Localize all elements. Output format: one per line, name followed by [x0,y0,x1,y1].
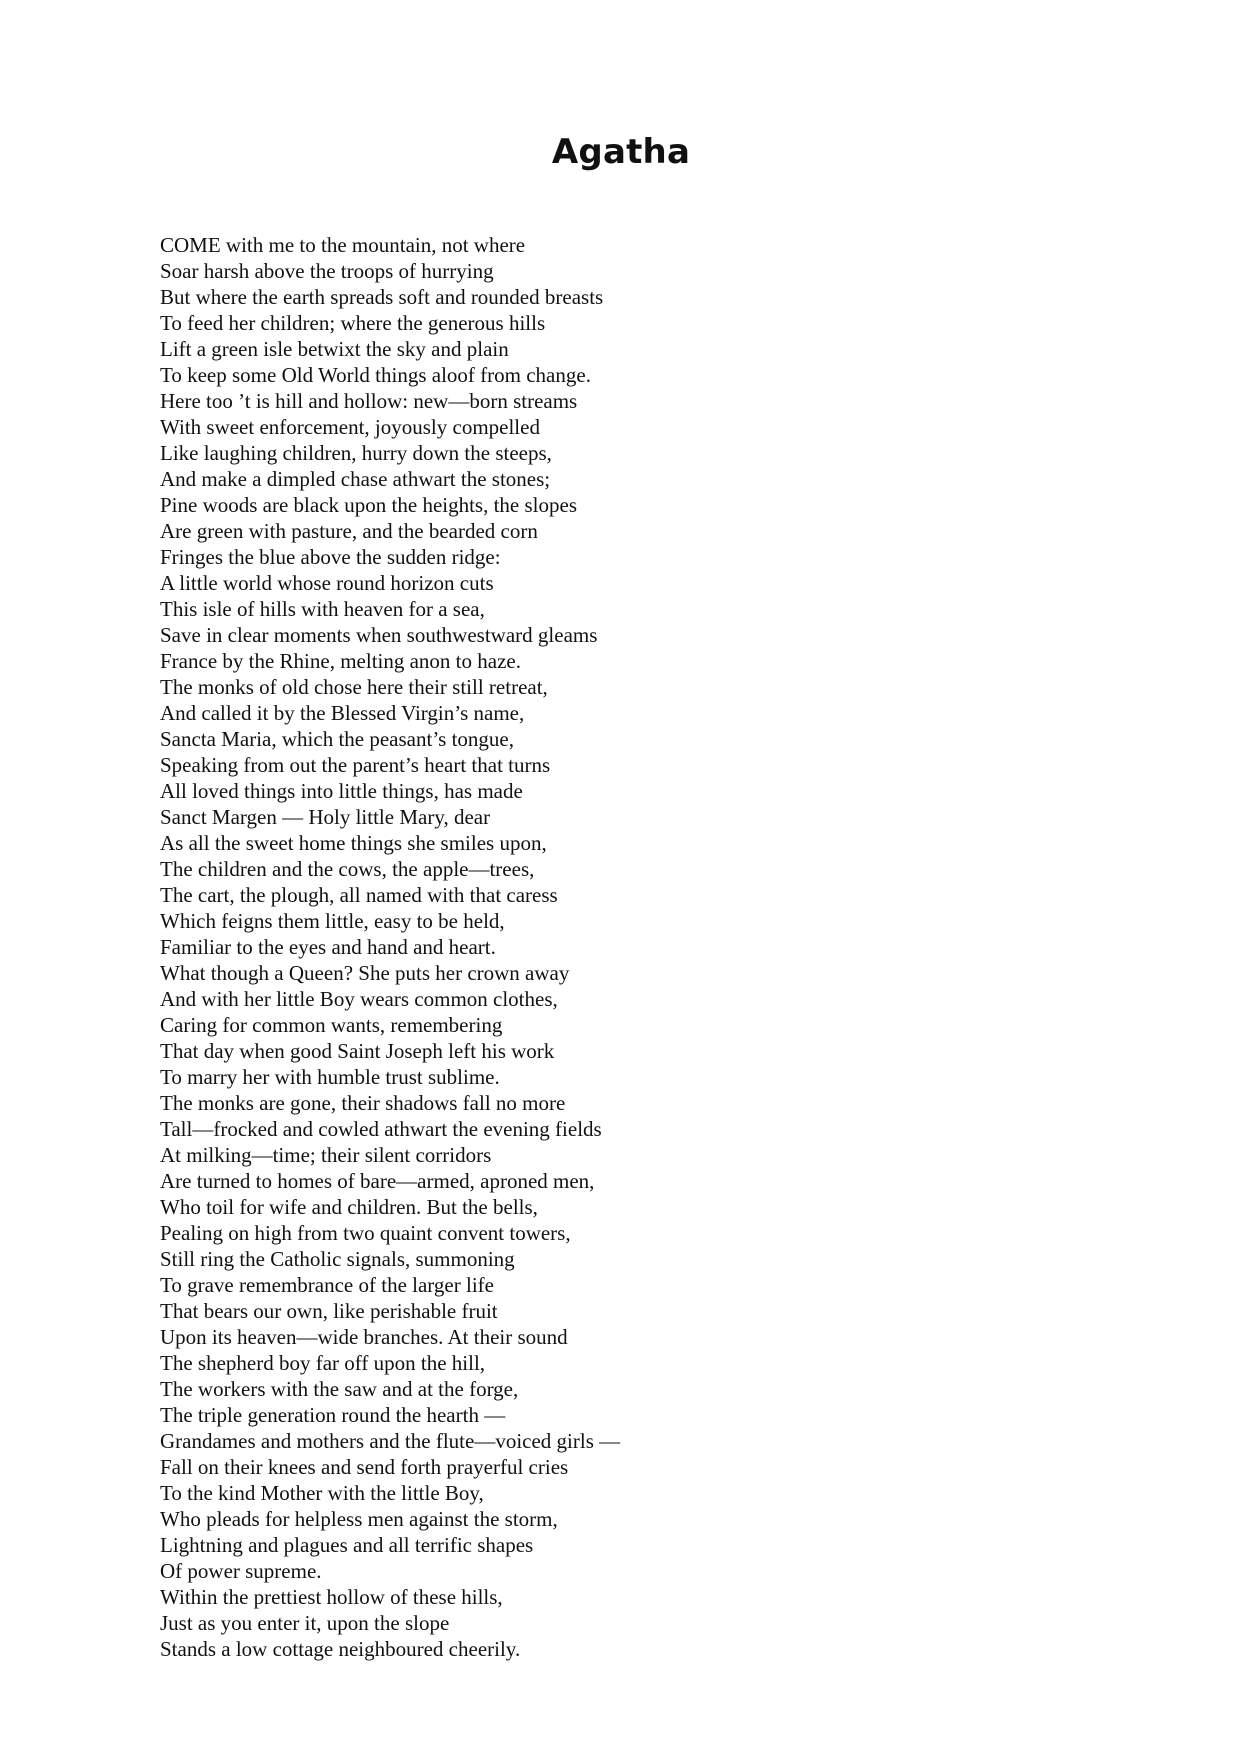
poem-line: Are turned to homes of bare—armed, aproned men, [160,1169,595,1193]
poem-line: Stands a low cottage neighboured cheerily. [160,1637,521,1661]
poem-line: Speaking from out the parent’s heart that turns [160,753,551,777]
poem-line: Are green with pasture, and the bearded corn [160,519,538,543]
poem-line: To grave remembrance of the larger life [160,1273,494,1297]
poem-line: Lift a green isle betwixt the sky and plain [160,337,509,361]
poem-line: The children and the cows, the apple—trees, [160,857,535,881]
poem-line: Fringes the blue above the sudden ridge: [160,545,501,569]
poem-line: This isle of hills with heaven for a sea, [160,597,485,621]
poem-line: A little world whose round horizon cuts [160,571,494,595]
poem-line: Tall—frocked and cowled athwart the evening fields [160,1117,602,1141]
poem-line: Which feigns them little, easy to be held, [160,909,505,933]
poem-line: And called it by the Blessed Virgin’s name, [160,701,525,725]
poem-line: Grandames and mothers and the flute—voiced girls — [160,1429,621,1453]
poem-line: And make a dimpled chase athwart the stones; [160,467,551,491]
poem-line: With sweet enforcement, joyously compelled [160,415,540,439]
poem-line: Caring for common wants, remembering [160,1013,503,1037]
poem-line: The cart, the plough, all named with that caress [160,883,558,907]
poem-line: Within the prettiest hollow of these hills, [160,1585,503,1609]
poem-line: The triple generation round the hearth — [160,1403,506,1427]
poem-line: Soar harsh above the troops of hurrying [160,259,494,283]
poem-line: To keep some Old World things aloof from change. [160,363,591,387]
poem-line: What though a Queen? She puts her crown away [160,961,570,985]
poem-line: Sancta Maria, which the peasant’s tongue, [160,727,514,751]
poem-line: Like laughing children, hurry down the steeps, [160,441,552,465]
poem-line: Just as you enter it, upon the slope [160,1611,450,1635]
poem-line: Sanct Margen — Holy little Mary, dear [160,805,491,829]
poem-line: Familiar to the eyes and hand and heart. [160,935,496,959]
poem-line: That day when good Saint Joseph left his work [160,1039,555,1063]
poem-line: France by the Rhine, melting anon to haze. [160,649,521,673]
poem-line: The shepherd boy far off upon the hill, [160,1351,486,1375]
poem-line: Still ring the Catholic signals, summoning [160,1247,515,1271]
poem-line: To the kind Mother with the little Boy, [160,1481,484,1505]
poem-line: That bears our own, like perishable fruit [160,1299,498,1323]
poem-line: The monks of old chose here their still retreat, [160,675,548,699]
poem-line: Lightning and plagues and all terrific shapes [160,1533,534,1557]
poem-line: COME with me to the mountain, not where [160,233,526,257]
poem-line: All loved things into little things, has made [160,779,523,803]
poem-title: Agatha [551,132,691,172]
poem-line: As all the sweet home things she smiles upon, [160,831,547,855]
poem-line: Who pleads for helpless men against the storm, [160,1507,558,1531]
poem-line: The monks are gone, their shadows fall no more [160,1091,566,1115]
poem-line: To marry her with humble trust sublime. [160,1065,500,1089]
poem-line: Save in clear moments when southwestward gleams [160,623,598,647]
poem-line: Here too ’t is hill and hollow: new—born streams [160,389,578,413]
poem-line: But where the earth spreads soft and rounded breasts [160,285,604,309]
poem-line: To feed her children; where the generous hills [160,311,546,335]
poem-line: And with her little Boy wears common clothes, [160,987,558,1011]
poem-line: Pine woods are black upon the heights, the slopes [160,493,578,517]
poem-line: At milking—time; their silent corridors [160,1143,492,1167]
poem-line: Upon its heaven—wide branches. At their sound [160,1325,568,1349]
poem-line: Who toil for wife and children. But the bells, [160,1195,538,1219]
poem-line: Of power supreme. [160,1559,322,1583]
poem-line: The workers with the saw and at the forge, [160,1377,519,1401]
poem-line: Pealing on high from two quaint convent towers, [160,1221,571,1245]
poem-body [160,232,620,1662]
poem-line: Fall on their knees and send forth prayerful cries [160,1455,569,1479]
